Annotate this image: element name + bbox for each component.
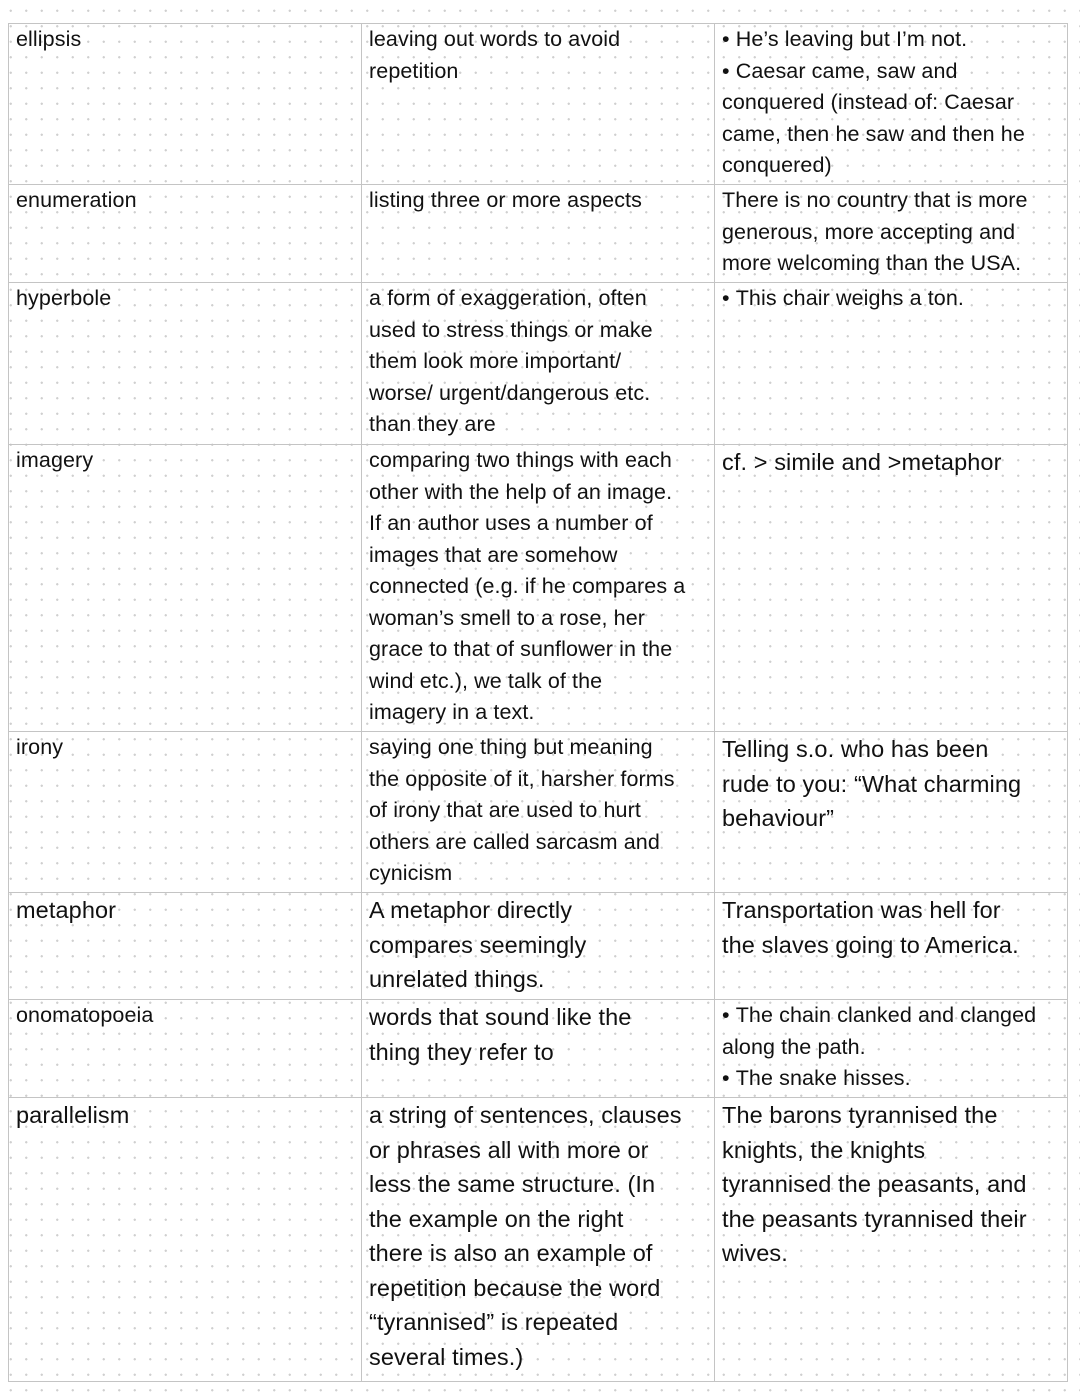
term-label: parallelism: [16, 1102, 130, 1128]
term-label: hyperbole: [16, 286, 112, 310]
definition-line: others are called sarcasm and: [369, 829, 660, 854]
example-line: the peasants tyrannised their: [722, 1205, 1027, 1232]
example-line: The barons tyrannised the: [722, 1102, 998, 1128]
table-row: [9, 283, 1068, 445]
definition-line: the example on the right: [369, 1205, 624, 1232]
definition-cell: [362, 893, 715, 1000]
example-line: more welcoming than the USA.: [722, 251, 1022, 275]
definition-line: wind etc.), we talk of the: [369, 668, 603, 693]
example-cell: [715, 732, 1068, 893]
definition-line: images that are somehow: [369, 542, 618, 567]
definition-line: a string of sentences, clauses: [369, 1102, 682, 1128]
example-line: wives.: [722, 1240, 788, 1266]
definition-line: a form of exaggeration, often: [369, 286, 647, 310]
example-cell: [715, 1000, 1068, 1098]
definition-line: listing three or more aspects: [369, 188, 642, 212]
definition-line: repetition: [369, 58, 459, 83]
definition-cell: [362, 445, 715, 732]
definition-cell: [362, 24, 715, 185]
example-line: • He’s leaving but I’m not.: [722, 24, 1061, 56]
definition-line: less the same structure. (In: [369, 1171, 656, 1197]
table-row: [9, 445, 1068, 732]
definition-line: the opposite of it, harsher forms: [369, 766, 675, 791]
example-line: Telling s.o. who has been: [722, 736, 989, 762]
example-line: along the path.: [722, 1034, 866, 1059]
example-cell: [715, 445, 1068, 732]
definition-cell: [362, 1098, 715, 1382]
definition-line: words that sound like the: [369, 1004, 632, 1030]
definition-line: connected (e.g. if he compares a: [369, 574, 686, 598]
example-line: tyrannised the peasants, and: [722, 1171, 1027, 1197]
example-line: cf. > simile and >metaphor: [722, 449, 1002, 475]
example-line: • Caesar came, saw and: [722, 56, 1061, 88]
definition-line: “tyrannised” is repeated: [369, 1309, 619, 1335]
table-row: [9, 185, 1068, 283]
definition-cell: [362, 1000, 715, 1098]
definition-line: thing they refer to: [369, 1038, 554, 1065]
example-line: knights, the knights: [722, 1136, 926, 1163]
term-cell: [9, 445, 362, 732]
example-line: conquered (instead of: Caesar: [722, 90, 1015, 114]
term-label: metaphor: [16, 897, 117, 923]
definition-line: than they are: [369, 412, 496, 436]
definition-line: or phrases all with more or: [369, 1136, 649, 1163]
definition-line: them look more important/: [369, 349, 622, 373]
definition-line: other with the help of an image.: [369, 479, 673, 504]
term-cell: [9, 1098, 362, 1382]
definition-cell: [362, 732, 715, 893]
example-line: Transportation was hell for: [722, 897, 1001, 923]
definition-line: imagery in a text.: [369, 700, 535, 724]
definition-line: A metaphor directly: [369, 897, 573, 923]
term-cell: [9, 185, 362, 283]
definition-line: compares seemingly: [369, 931, 587, 958]
example-line: generous, more accepting and: [722, 219, 1016, 244]
definition-cell: [362, 185, 715, 283]
term-label: onomatopoeia: [16, 1003, 154, 1027]
definition-line: of irony that are used to hurt: [369, 798, 641, 822]
definition-line: used to stress things or make: [369, 317, 653, 342]
example-line: came, then he saw and then he: [722, 121, 1025, 146]
definition-line: grace to that of sunflower in the: [369, 637, 673, 661]
definition-line: comparing two things with each: [369, 448, 672, 472]
definition-line: cynicism: [369, 861, 453, 885]
table-row: [9, 1000, 1068, 1098]
example-line: • This chair weighs a ton.: [722, 283, 1061, 315]
definition-line: worse/ urgent/dangerous etc.: [369, 380, 651, 405]
term-cell: [9, 24, 362, 185]
term-label: irony: [16, 735, 64, 759]
definition-line: unrelated things.: [369, 966, 545, 992]
example-cell: [715, 893, 1068, 1000]
example-line: behaviour”: [722, 805, 835, 831]
table-row: [9, 893, 1068, 1000]
term-label: enumeration: [16, 188, 137, 212]
example-cell: [715, 185, 1068, 283]
definition-line: If an author uses a number of: [369, 511, 653, 535]
definition-line: saying one thing but meaning: [369, 735, 653, 759]
term-cell: [9, 732, 362, 893]
table-row: [9, 732, 1068, 893]
term-cell: [9, 1000, 362, 1098]
definition-line: several times.): [369, 1343, 524, 1370]
definition-line: leaving out words to avoid: [369, 27, 621, 51]
example-cell: [715, 283, 1068, 445]
term-cell: [9, 283, 362, 445]
term-cell: [9, 893, 362, 1000]
definition-line: woman’s smell to a rose, her: [369, 605, 646, 630]
stylistic-devices-table: [8, 23, 1068, 1382]
definition-cell: [362, 283, 715, 445]
example-cell: [715, 1098, 1068, 1382]
table-row: [9, 1098, 1068, 1382]
example-line: There is no country that is more: [722, 188, 1028, 212]
table-row: [9, 24, 1068, 185]
example-line: • The snake hisses.: [722, 1063, 1061, 1095]
definition-line: repetition because the word: [369, 1274, 661, 1301]
example-cell: [715, 24, 1068, 185]
example-line: rude to you: “What charming: [722, 770, 1022, 797]
term-label: ellipsis: [16, 27, 82, 51]
example-line: conquered): [722, 153, 832, 177]
example-line: the slaves going to America.: [722, 931, 1019, 958]
definition-line: there is also an example of: [369, 1240, 653, 1266]
example-line: • The chain clanked and clanged: [722, 1000, 1061, 1032]
term-label: imagery: [16, 448, 94, 472]
